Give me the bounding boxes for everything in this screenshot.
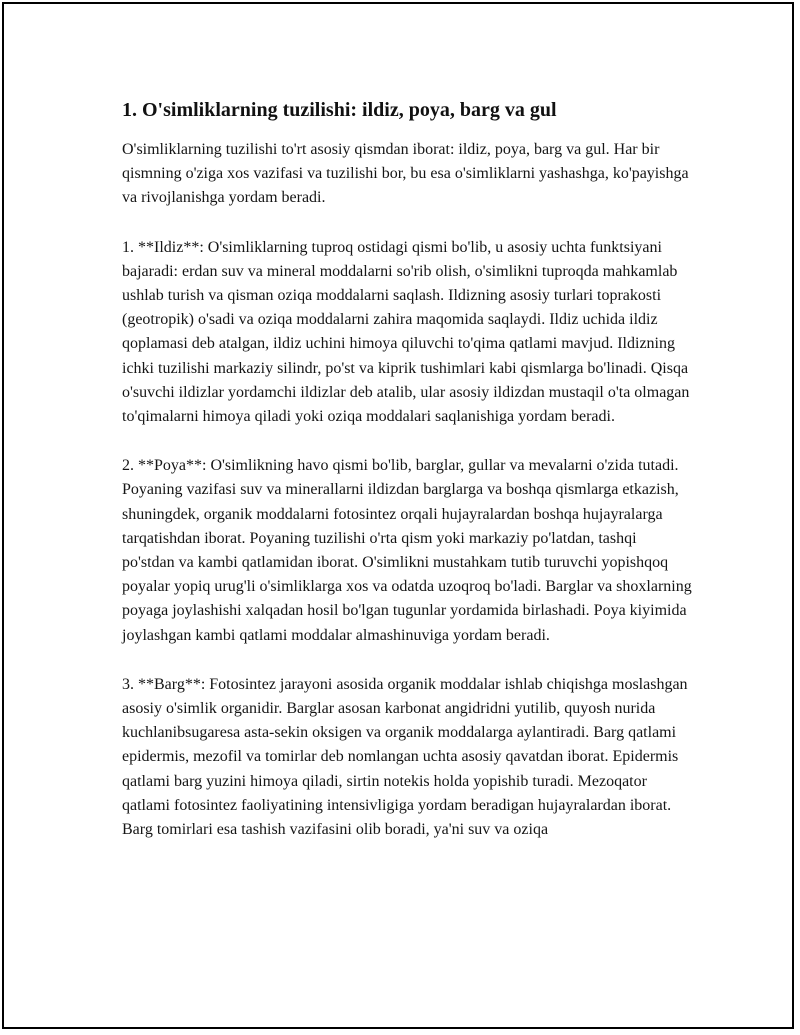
paragraph-ildiz: 1. **Ildiz**: O'simliklarning tuproq ostidagi qismi bo'lib, u asosiy uchta funktsiyani bajaradi: erdan suv va mineral moddalarni so'rib olish, o'simlikni tuproqda mahkamlab ushlab turish va qisman oziqa moddalarni saqlash. Ildizning asosiy turlari toprakosti (geotropik) o'sadi va oziqa moddalarni zahira maqomida saqlaydi. Ildiz uchida ildiz qoplamasi deb atalgan, ildiz uchini himoya qiluvchi to'qima qatlami mavjud. Ildizning ichki tuzilishi markaziy silindr, po'st va kiprik tushimlari kabi qismlarga bo'linadi. Qisqa o'suvchi ildizlar yordamchi ildizlar deb atalib, ular asosiy ildizdan mustaqil o'ta olmagan to'qimalarni himoya qiladi yoki oziqa moddalari saqlanishiga yordam beradi. [122, 238, 690, 426]
section-heading: 1. O'simliklarning tuzilishi: ildiz, poya, barg va gul [122, 99, 557, 121]
paragraph-poya: 2. **Poya**: O'simlikning havo qismi bo'lib, barglar, gullar va mevalarni o'zida tutadi. Poyaning vazifasi suv va minerallarni ildizdan barglarga va boshqa qismlarga etkazish, shuningdek, organik moddalarni fotosintez orqali hujayralardan boshqa hujayralarga tarqatishdan iborat. Poyaning tuzilishi o'rta qism yoki markaziy po'latdan, tashqi po'stdan va kambi qatlamidan iborat. O'simlikni mustahkam tutib turuvchi yopishqoq poyalar yopiq urug'li o'simliklarga xos va odatda uzoqroq bo'ladi. Barglar va shoxlarning poyaga joylashishi xalqadan hosil bo'lgan tugunlar yordamida birlashadi. Poya kiyimida joylashgan kambi qatlami moddalar almashinuviga yordam beradi. [122, 457, 692, 644]
intro-paragraph: O'simliklarning tuzilishi to'rt asosiy qismdan iborat: ildiz, poya, barg va gul. Har bir qismning o'ziga xos vazifasi va tuzilishi bor, bu esa o'simliklarni yashashga, ko'payishga va rivojlanishga yordam beradi. [122, 141, 689, 207]
paragraph-barg: 3. **Barg**: Fotosintez jarayoni asosida organik moddalar ishlab chiqishga moslashgan asosiy o'simlik organidir. Barglar asosan karbonat angidridni yutilib, quyosh nurida kuchlanibsugaresa asta-sekin oksigen va organik moddalarga aylantiradi. Barg qatlami epidermis, mezofil va tomirlar deb nomlangan uchta asosiy qavatdan iborat. Epidermis qatlami barg yuzini himoya qiladi, sirtin notekis holda yopishib turadi. Mezoqator qatlami fotosintez faoliyatining intensivligiga yordam beradigan hujayralardan iborat. Barg tomirlari esa tashish vazifasini olib boradi, ya'ni suv va oziqa [122, 675, 688, 839]
document-body [122, 96, 692, 867]
page-frame [2, 2, 794, 1029]
